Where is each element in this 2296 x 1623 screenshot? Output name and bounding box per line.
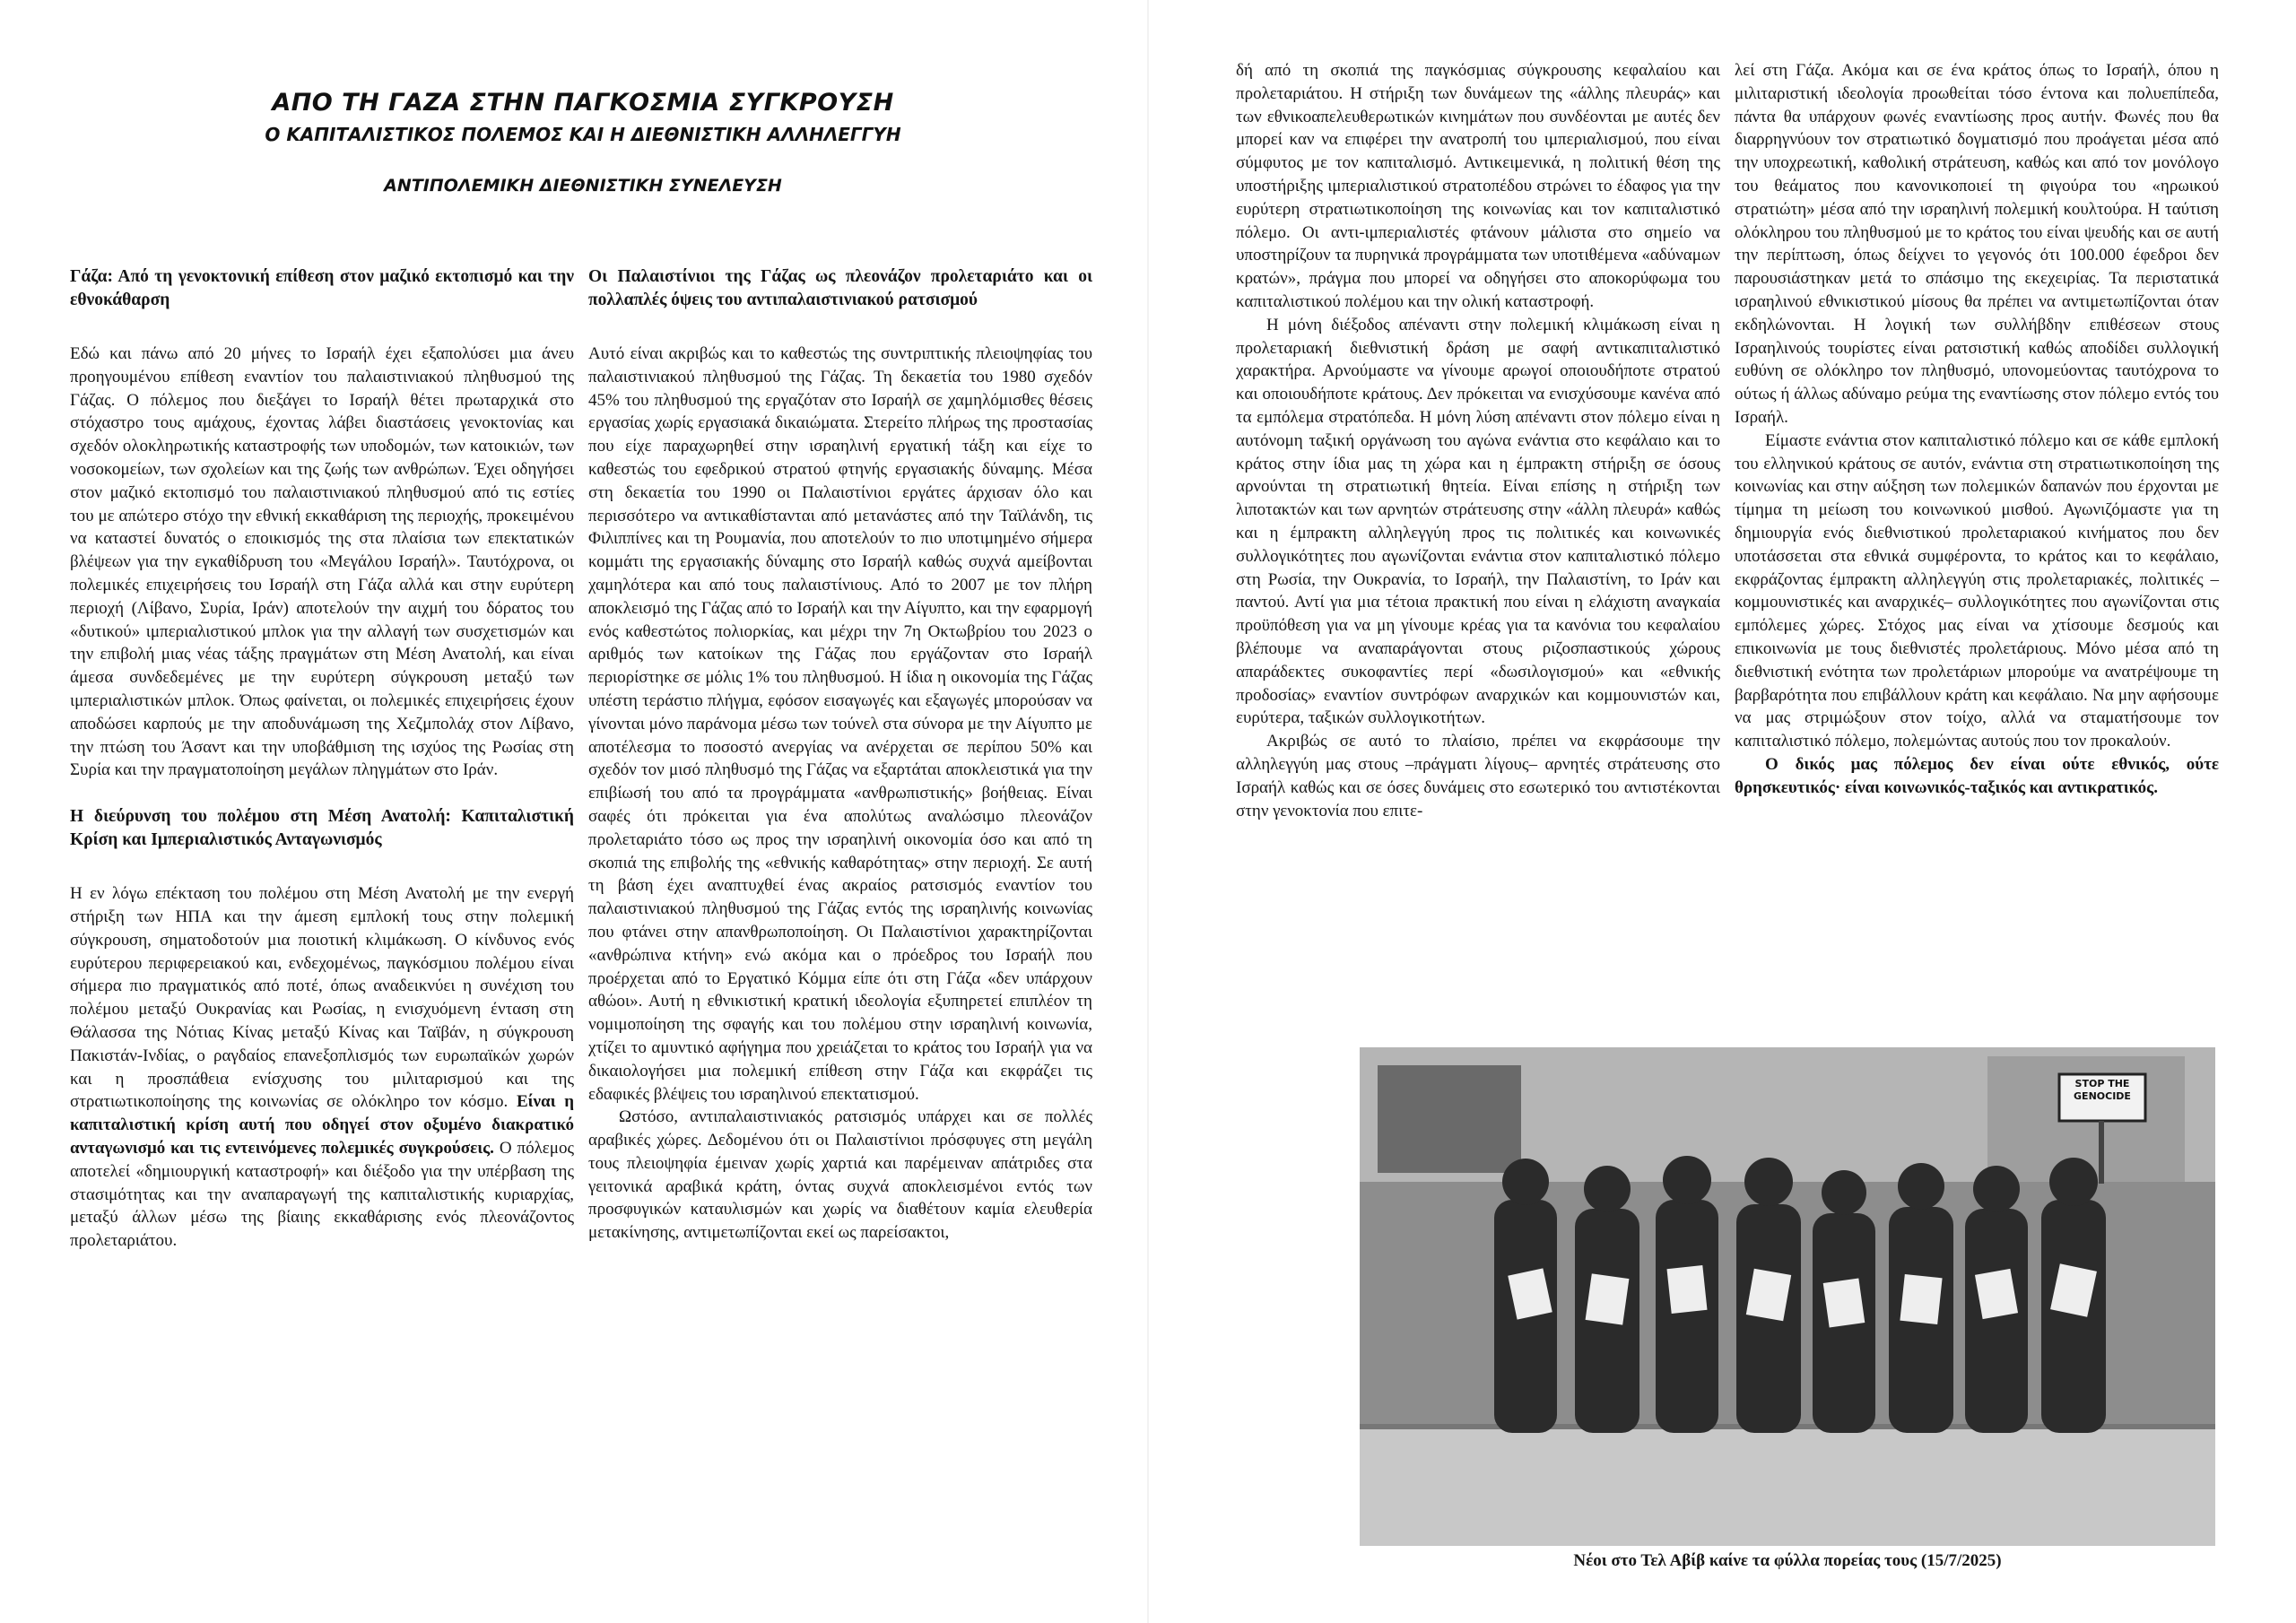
protest-photo [1360, 1047, 2215, 1546]
closing-statement: Ο δικός μας πόλεμος δεν είναι ούτε εθνικός, ούτε θρησκευτικός· είναι κοινωνικός-ταξικός και αντικρατικός. [1735, 754, 2219, 797]
article-header [72, 86, 1094, 199]
paragraph: Ωστόσο, αντιπαλαιστινιακός ρατσισμός υπάρχει και σε πολλές αραβικές χώρες. Δεδομένου ότι οι Παλαιστίνιοι πρόσφυγες στη μεγάλη τους πλειοψηφία έμειναν χωρίς χαρτιά και παρέμειναν απάτριδες στα γειτονικά αραβικά κράτη, όντας συχνά αποκλεισμένοι εντός των προσφυγικών καταυλισμών και χωρίς να διαθέτουν καμία ελευθερία μετακίνησης, αντιμετωπίζονται εκεί ως παρείσακτοι, [588, 1107, 1092, 1243]
photo-illustration [1360, 1047, 2215, 1546]
article-subtitle: Ο ΚΑΠΙΤΑΛΙΣΤΙΚΟΣ ΠΟΛΕΜΟΣ ΚΑΙ Η ΔΙΕΘΝΙΣΤΙΚΗ ΑΛΛΗΛΕΓΓΥΗ [265, 124, 901, 145]
column-1 [70, 265, 574, 1253]
paragraph: δή από τη σκοπιά της παγκόσμιας σύγκρουσης κεφαλαίου και προλεταριάτου. Η στήριξη των δυνάμεων της «άλλης πλευράς» και των εθνικοαπελευθερωτικών κινημάτων που συνδέονται με αυτές δεν μπορεί καν να επιφέρει την ανατροπή του ιμπεριαλισμού, που είναι σύμφυτος με τον καπιταλισμό. Αντικειμενικά, η πολιτική θέση της υποστήριξης ιμπεριαλιστικού στρατοπέδου στρώνει το έδαφος για την ευρύτερη στρατιωτικοποίηση της κοινωνίας και τον καπιταλιστικό πόλεμο. Οι αντι-ιμπεριαλιστές φτάνουν μάλιστα στο σημείο να υποστηρίζουν τα πυρηνικά προγράμματα των υποτιθέμενα «αδύναμων κρατών», πράγμα που μπορεί να οδηγήσει στο αποκορύφωμα του καπιταλιστικού πολέμου και την ολική καταστροφή. [1236, 61, 1720, 311]
section-heading-palestinians: Οι Παλαιστίνιοι της Γάζας ως πλεονάζον προλεταριάτο και οι πολλαπλές όψεις του αντιπαλαιστινιακού ρατσισμού [588, 267, 1092, 309]
paragraph: λεί στη Γάζα. Ακόμα και σε ένα κράτος όπως το Ισραήλ, όπου η μιλιταριστική ιδεολογία προωθείται τόσο έντονα και πολυεπίπεδα, πάντα θα υπάρχουν φωνές εναντίωσης προς αυτήν. Φωνές που θα διαρρηγνύουν τον στρατιωτικό δογματισμό που προάγεται μέσα από την υποχρεωτική, καθολική στράτευση, καθώς και από τον μονόλογο του θεάματος που κανονικοποιεί τη φιγούρα του «ηρωικού στρατιώτη» μέσα από την ισραηλινή πολεμική κουλτούρα. Η ταύτιση ολόκληρου του πληθυσμού με το κράτος του είναι ψευδής και σε αυτή την περίπτωση, όπως δείχνει το γεγονός ότι 100.000 έφεδροι δεν παρουσιάστηκαν μετά το σπάσιμο της εκεχειρίας. Τα περιστατικά ισραηλινού εθνικιστικού μίσους θα πρέπει να αντιμετωπίζονται όταν εκδηλώνονται. Η λογική των συλλήβδην επιθέσεων στους Ισραηλινούς τουρίστες είναι ρατσιστική καθώς αποδίδει συλλογική ευθύνη σε ολόκληρο τον πληθυσμό, υπονομεύοντας ταυτόχρονα το ούτως ή άλλως αδύναμο ρεύμα της εναντίωσης στον πόλεμο εντός του Ισραήλ. [1735, 61, 2219, 427]
stop-the-genocide-sign: STOP THE GENOCIDE [2074, 1078, 2131, 1102]
bold-emphasis: Είναι η καπιταλιστική κρίση αυτή που οδηγεί στον οξυμένο διακρατικό ανταγωνισμό και τις εντεινόμενες πολεμικές συγκρούσεις. [70, 1092, 574, 1158]
paragraph: Εδώ και πάνω από 20 μήνες το Ισραήλ έχει εξαπολύσει μια άνευ προηγουμένου επίθεση εναντίον του παλαιστινιακού πληθυσμού της Γάζας. Ο πόλεμος που διεξάγει το Ισραήλ θέτει πρωταρχικά στο στόχαστρο τους αμάχους, έχοντας λάβει διαστάσεις γενοκτονίας και σχεδόν ολοκληρωτικής καταστροφής των υποδομών, των κατοικιών, των νοσοκομείων, των σχολείων και της ζωής των ανθρώπων. Έχει οδηγήσει στον μαζικό εκτοπισμό του παλαιστινιακού πληθυσμού από τις εστίες του με απώτερο στόχο την εθνική εκκαθάριση της περιοχής, προκειμένου να καταστεί δυνατός ο εποικισμός της στα πλαίσια των επεκτατικών βλέψεων για την εγκαθίδρυση του «Μεγάλου Ισραήλ». Ταυτόχρονα, οι πολεμικές επιχειρήσεις του Ισραήλ στη Γάζα αλλά και στην ευρύτερη περιοχή (Λίβανο, Συρία, Ιράν) αποτελούν την αιχμή του δόρατος του «δυτικού» ιμπεριαλιστικού μπλοκ για την αλλαγή των συσχετισμών και την επιβολή μιας νέας τάξης πραγμάτων στη Μέση Ανατολή, και είναι άμεσα συνδεδεμένες με την ευρύτερη σύγκρουση μεταξύ των ιμπεριαλιστικών μπλοκ. Όπως φαίνεται, οι πολεμικές επιχειρήσεις έχουν αποδώσει καρπούς με την αποδυνάμωση της Χεζμπολάχ στον Λίβανο, την πτώση του Άσαντ και την υποβάθμιση της ισχύος της Ρωσίας στη Συρία και την πραγματοποίηση μεγάλων πληγμάτων στο Ιράν. [70, 344, 574, 780]
section-heading-gaza: Γάζα: Από τη γενοκτονική επίθεση στον μαζικό εκτοπισμό και την εθνοκάθαρση [70, 267, 574, 309]
column-3 [1236, 59, 1720, 822]
column-4 [1735, 59, 2219, 800]
paragraph: Ακριβώς σε αυτό το πλαίσιο, πρέπει να εκφράσουμε την αλληλεγγύη μας στους –πράγματι λίγους– αρνητές στράτευσης στο Ισραήλ καθώς και σε όσες δυνάμεις στο εσωτερικό του αντιστέκονται στην γενοκτονία που επιτε- [1236, 732, 1720, 820]
paragraph: Η μόνη διέξοδος απέναντι στην πολεμική κλιμάκωση είναι η προλεταριακή διεθνιστική δράση με σαφή αντικαπιταλιστικό χαρακτήρα. Αρνούμαστε να γίνουμε αρωγοί οποιουδήποτε στρατού και οποιουδήποτε κράτους. Δεν πρόκειται να ενισχύσουμε κανένα από τα εμπόλεμα στρατόπεδα. Η μόνη λύση απέναντι στον πόλεμο είναι η αυτόνομη ταξική οργάνωση του αγώνα ενάντια στο κεφάλαιο και το κράτος στην ίδια μας τη χώρα και η έμπρακτη στήριξη σε όσους αρνούνται τη στρατιωτική θητεία. Είναι επίσης η στήριξη των λιποτακτών και των αρνητών στράτευσης στην «άλλη πλευρά» καθώς και η έμπρακτη αλληλεγγύη προς τις πολιτικές και κοινωνικές συλλογικότητες που αγωνίζονται ενάντια στον καπιταλιστικό πόλεμο στη Ρωσία, την Ουκρανία, το Ισραήλ, την Παλαιστίνη, το Ιράν και παντού. Αντί για μια τέτοια πρακτική που είναι η ελάχιστη αναγκαία προϋπόθεση για να μη γίνουμε κρέας για τα κανόνια του κεφαλαίου βλέπουμε να αναπαράγονται στους ριζοσπαστικούς χώρους απαράδεκτες συκοφαντίες περί «δωσιλογισμού» και «εθνικής προδοσίας» εναντίον συντρόφων αναρχικών και κομμουνιστών και, ευρύτερα, ταξικών συλλογικοτήτων. [1236, 315, 1720, 728]
section-heading-middle-east: Η διεύρυνση του πολέμου στη Μέση Ανατολή: Καπιταλιστική Κρίση και Ιμπεριαλιστικός Ανταγωνισμός [70, 807, 574, 850]
article-title: ΑΠΟ ΤΗ ΓΑΖΑ ΣΤΗΝ ΠΑΓΚΟΣΜΙΑ ΣΥΓΚΡΟΥΣΗ [272, 89, 894, 117]
article-author: ΑΝΤΙΠΟΛΕΜΙΚΗ ΔΙΕΘΝΙΣΤΙΚΗ ΣΥΝΕΛΕΥΣΗ [384, 176, 782, 195]
paragraph: Είμαστε ενάντια στον καπιταλιστικό πόλεμο και σε κάθε εμπλοκή του ελληνικού κράτους σε αυτόν, ενάντια στη στρατιωτικοποίηση της κοινωνίας και στην αύξηση των πολεμικών δαπανών που έρχονται με τίμημα τη μείωση του κοινωνικού μισθού. Αγωνιζόμαστε για τη δημιουργία ενός διεθνιστικού προλεταριακού κινήματος που δεν υποτάσσεται στα εθνικά συμφέροντα, το κράτος και το κεφάλαιο, εκφράζοντας έμπρακτη αλληλεγγύη στις προλεταριακές, πολιτικές –κομμουνιστικές και αναρχικές– συλλογικότητες που αγωνίζονται στις εμπόλεμες χώρες. Στόχος μας είναι να χτίσουμε δεσμούς και επικοινωνία με τους διεθνιστές προλετάριους. Μόνο μέσα από τη διεθνιστική ενότητα των προλετάριων μπορούμε να ανατρέψουμε τη βαρβαρότητα που επιβάλλουν κράτη και κεφάλαιο. Να μην αφήσουμε να μας στριμώξουν στον τοίχο, αλλά να σταματήσουμε τον καπιταλιστικό πόλεμο, πολεμώντας αυτούς που τον προκαλούν. [1735, 430, 2219, 751]
photo-caption: Νέοι στο Τελ Αβίβ καίνε τα φύλλα πορείας τους (15/7/2025) [1573, 1551, 2002, 1570]
paragraph: Αυτό είναι ακριβώς και το καθεστώς της συντριπτικής πλειοψηφίας του παλαιστινιακού πληθυσμού της Γάζας. Τη δεκαετία του 1980 σχεδόν 45% του πληθυσμού της εργαζόταν στο Ισραήλ σε χαμηλόμισθες θέσεις εργασίας χωρίς εργασιακά δικαιώματα. Στερείτο πλήρως της προστασίας που είχε παραχωρηθεί στην ισραηλινή εργατική τάξη και είχε το καθεστώς του εφεδρικού στρατού φτηνής εργασιακής δύναμης. Μέσα στη δεκαετία του 1990 οι Παλαιστίνιοι εργάτες άρχισαν όλο και περισσότερο να αντικαθίστανται από μετανάστες από την Ταϊλάνδη, τις Φιλιππίνες και τη Ρουμανία, που αποτελούν το πιο υποτιμημένο σήμερα κομμάτι της εργασιακής δύναμης στο Ισραήλ καθώς συχνά αμείβονται χαμηλότερα και από τους παλαιστίνιους. Από το 2007 με τον πλήρη αποκλεισμό της Γάζας από το Ισραήλ και την Αίγυπτο, και την εφαρμογή ενός καθεστώτος πολιορκίας, και μέχρι την 7η Οκτωβρίου του 2023 ο αριθμός των κατοίκων της Γάζας που εργάζονταν στο Ισραήλ περιορίστηκε σε μόλις 1% του πληθυσμού. Η ίδια η οικονομία της Γάζας υπέστη τεράστιο πλήγμα, εφόσον εισαγωγές και εξαγωγές μπορούσαν να γίνονται μόνο παράνομα μέσω των τούνελ στα σύνορα με την Αίγυπτο με αποτέλεσμα το ποσοστό ανεργίας να ανέρχεται σε περίπου 50% και σχεδόν τον μισό πληθυσμό της Γάζας να εξαρτάται αποκλειστικά για την επιβίωσή του από τα προγράμματα «ανθρωπιστικής» βοήθειας. Είναι σαφές ότι πρόκειται για ένα απολύτως αναλώσιμο πλεονάζον προλεταριάτο τόσο ως προς την ισραηλινή οικονομία όσο και από τη σκοπιά της επιβολής της «εθνικής καθαρότητας» στην περιοχή. Σε αυτή τη βάση έχει αναπτυχθεί ένας ακραίος ρατσισμός εναντίον του παλαιστινιακού πληθυσμού της Γάζας εντός της ισραηλινής κοινωνίας που φτάνει στην απανθρωποποίηση. Οι Παλαιστίνιοι χαρακτηρίζονται «ανθρώπινα κτήνη» ενώ ακόμα και ο πρόεδρος του Ισραήλ που προέρχεται από το Εργατικό Κόμμα είπε ότι στη Γάζα «δεν υπάρχουν αθώοι». Αυτή η εθνικιστική κρατική ιδεολογία εξυπηρετεί επιπλέον τη νομιμοποίηση της σφαγής και του πολέμου στην ισραηλινή κοινωνία, χτίζει το αμυντικό αφήγημα που χρειάζεται το κράτος του Ισραήλ για να δικαιολογήσει μια πολεμική επίθεση στην Γάζα και εκφράζει τις εδαφικές βλέψεις του ισραηλινού επεκτατισμού. [588, 344, 1092, 1104]
paragraph: Η εν λόγω επέκταση του πολέμου στη Μέση Ανατολή με την ενεργή στήριξη των ΗΠΑ και την άμεση εμπλοκή τους στην πολεμική σύγκρουση, σηματοδοτούν μια ποιοτική κλιμάκωση. Ο κίνδυνος ενός ευρύτερου περιφερειακού και, ενδεχομένως, παγκόσμιου πολέμου είναι σήμερα πιο πραγματικός από ποτέ, όπως αναδεικνύει η συνέχιση του πολέμου μεταξύ Ουκρανίας και Ρωσίας, η ενισχυόμενη ένταση στη Θάλασσα της Νότιας Κίνας μεταξύ Κίνας και Ταϊβάν, η σύγκρουση Πακιστάν-Ινδίας, ο ραγδαίος επανεξοπλισμός των ευρωπαϊκών χωρών και η προσπάθεια ενίσχυσης του μιλιταρισμού και της στρατιωτικοποίησης της κοινωνίας σε ολόκληρο τον κόσμο. Είναι η καπιταλιστική κρίση αυτή που οδηγεί στον οξυμένο διακρατικό ανταγωνισμό και τις εντεινόμενες πολεμικές συγκρούσεις. Ο πόλεμος αποτελεί «δημιουργική καταστροφή» και διέξοδο για την υπέρβαση της στασιμότητας και την αναπαραγωγή της καπιταλιστικής κυριαρχίας, μεταξύ άλλων μέσω της βίαιης εκκαθάρισης ενός πλεονάζοντος προλεταριάτου. [70, 884, 574, 1251]
column-2 [588, 265, 1092, 1245]
